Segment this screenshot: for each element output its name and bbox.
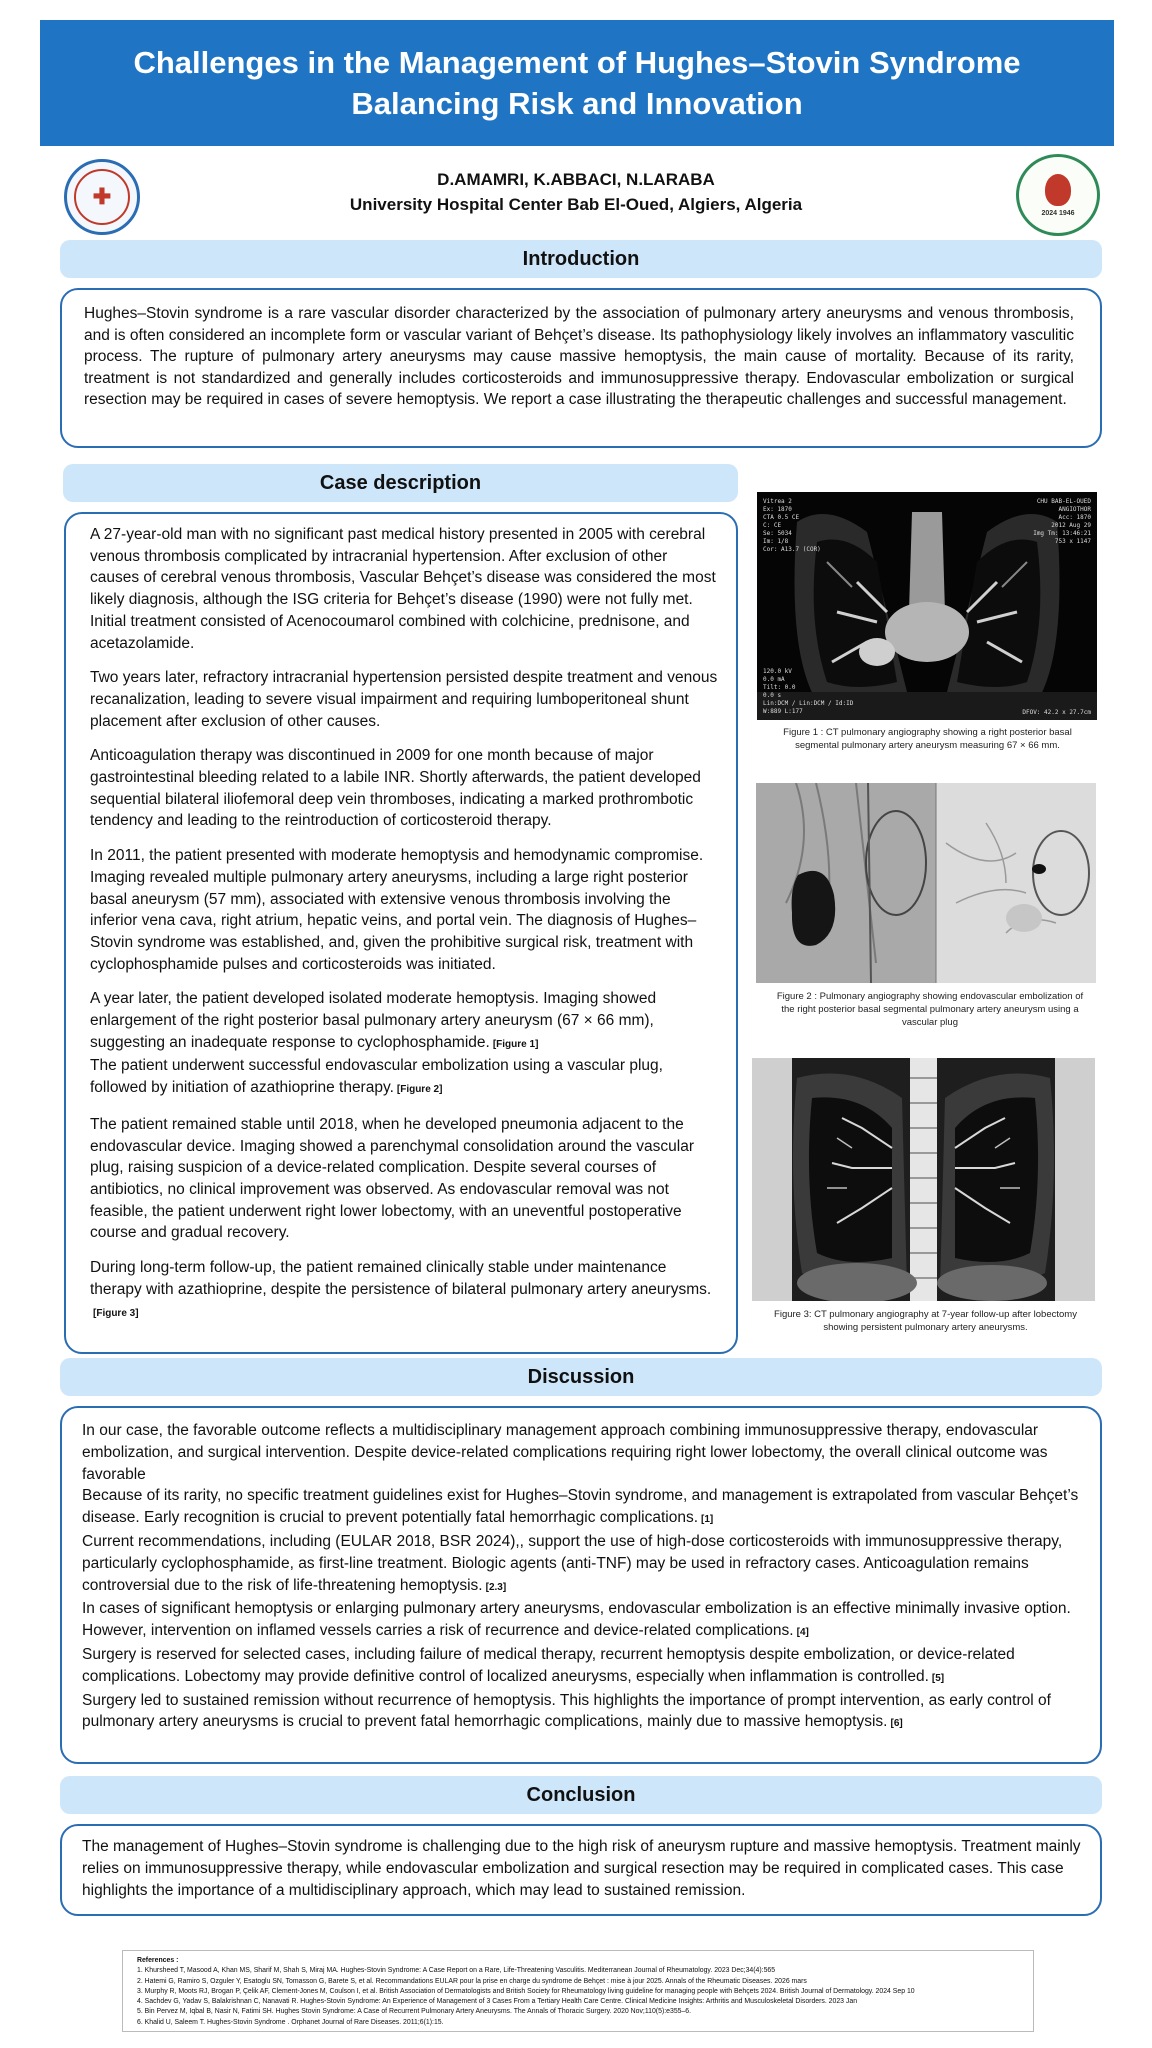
case-paragraph-6-text: The patient underwent successful endovascular embolization using a vascular plug, followed by initiation of azathioprine therapy. [90,1057,663,1097]
conclusion-text: The management of Hughes–Stovin syndrome is challenging due to the high risk of aneurysm rupture and massive hemoptysis. Treatment mainly relies on immunosuppressive therapy, while endovascular embolization and surgical resection may be required in complicated cases. This case highlights the importance of a multidisciplinary approach, which may lead to sustained remission. [82,1838,1081,1899]
figure-1-ct-image [757,492,1097,720]
discussion-heading: Discussion [60,1358,1102,1396]
figure-1-caption: Figure 1 : CT pulmonary angiography showing a right posterior basal segmental pulmonary artery aneurysm measuring 67 × 66 mm. [783,727,1072,751]
reference-item: 5. Bin Pervez M, Iqbal B, Nasir N, Fatimi SH. Hughes Stovin Syndrome: A Case of Recurrent Pulmonary Artery Aneurysms. The Annals of Thoracic Surgery. 2020 Nov;110(5):e355–6. [137,2008,692,2016]
discussion-ref-6: [6] [890,1718,903,1730]
reference-item: 3. Murphy R, Moots RJ, Brogan P, Çelik AF, Clement-Jones M, Coulson I, et al. British Association of Dermatologists and British Society for Rheumatology living guideline for managing people with Behçets 2024. British Journal of Dermatology. 2024 Sep 10 [137,1987,915,1995]
hospital-logo: ✚ [64,159,140,235]
case-paragraph-2: Two years later, refractory intracranial hypertension persisted despite treatment and venous recanalization, leading to severe visual impairment and requiring lumboperitoneal shunt placement after exclusion of other causes. [90,669,718,730]
case-paragraph-3: Anticoagulation therapy was discontinued in 2009 for one month because of major gastrointestinal bleeding related to a labile INR. Shortly afterwards, the patient developed sequential bilateral iliofemoral deep vein thromboses, indicating a marked prothrombotic tendency and leading to the reintroduction of corticosteroid therapy. [90,747,701,830]
discussion-line-2-text: Because of its rarity, no specific treatment guidelines exist for Hughes–Stovin syndrome, and management is extrapolated from vascular Behçet’s disease. Early recognition is crucial to prevent potentially fatal hemorrhagic complications. [82,1487,1079,1527]
case-paragraph-1: A 27-year-old man with no significant past medical history presented in 2005 with cerebral venous thrombosis complicated by intracranial hypertension. After exclusion of other causes of cerebral venous thrombosis, Vascular Behçet’s disease was considered the most likely diagnosis, although the ISG criteria for Behçet’s disease (1990) were not fully met. Initial treatment consisted of Acenocoumarol combined with colchicine, prednisone, and acetazolamide. [90,526,716,652]
discussion-ref-5: [5] [931,1672,945,1684]
poster-title-line2: Balancing Risk and Innovation [351,86,803,121]
references-title: References : [137,1957,179,1964]
case-description-text [90,524,720,1337]
discussion-line-6 [82,1690,1082,1736]
figure-2-caption: Figure 2 : Pulmonary angiography showing endovascular embolization of the right posterior basal segmental pulmonary artery aneurysm using a vascular plug [776,991,1084,1028]
discussion-line-4 [82,1598,1082,1644]
discussion-line-4-text: In cases of significant hemoptysis or enlarging pulmonary artery aneurysms, endovascular embolization is an effective minimally invasive option. However, intervention on inflamed vessels carries a risk of recurrence and device-related complications. [82,1600,1071,1640]
discussion-line-3 [82,1531,1082,1598]
reference-item: 2. Hatemi G, Ramiro S, Ozguler Y, Esatoglu SN, Tomasson G, Barete S, et al. Recommandations EULAR pour la prise en charge du syndrome de Behçet : mise à jour 2025. Annals of the Rheumatic Diseases. 2026 mars [137,1977,807,1985]
case-paragraph-8 [90,1257,720,1324]
figure-2-ref: [Figure 2] [396,1084,443,1096]
case-paragraph-7: The patient remained stable until 2018, when he developed pneumonia adjacent to the endovascular device. Imaging showed a parenchymal consolidation around the vascular plug, raising suspicion of a device-related complication. Despite several courses of antibiotics, no clinical improvement was observed. As endovascular removal was not feasible, the patient underwent right lower lobectomy, with an uneventful postoperative course and gradual recovery. [90,1115,695,1242]
ct-overlay-bottom-right: DFOV: 42.2 x 27.7cm [1022,709,1091,716]
figure-2-angiography-image [756,783,1096,983]
case-description-heading: Case description [63,464,738,502]
ct-followup-coronal-graphic [752,1058,1095,1301]
ct-overlay-top-right: CHU BAB-EL-OUED ANGIOTHOR Acc: 1870 2012 Aug 29 Img Tm: 13:46:21 753 x 1147 [1033,498,1091,545]
case-paragraph-8-text: During long-term follow-up, the patient remained clinically stable under maintenance therapy with azathioprine, despite the persistence of bilateral pulmonary artery aneurysms. [90,1259,712,1298]
case-paragraph-6 [90,1055,720,1100]
figure-1-ref: [Figure 1] [492,1038,539,1050]
conclusion-heading: Conclusion [60,1776,1102,1814]
emblem-years: 2024 1946 [1041,209,1075,217]
authors: D.AMAMRI, K.ABBACI, N.LARABA [437,170,715,189]
discussion-ref-2-3: [2.3] [485,1581,507,1593]
angiography-panels-graphic [756,783,1096,983]
university-emblem-logo [1016,154,1100,236]
case-paragraph-5 [90,988,720,1055]
discussion-ref-4: [4] [796,1627,809,1639]
figure-3-ct-image [752,1058,1095,1301]
poster-title-line1: Challenges in the Management of Hughes–Stovin Syndrome [133,45,1021,80]
case-paragraph-5-text: A year later, the patient developed isolated moderate hemoptysis. Imaging showed enlargement of the right posterior basal pulmonary artery aneurysm (67 × 66 mm), suggesting an inadequate response to cyclophosphamide. [90,990,657,1051]
ct-overlay-top-left: Vitrea 2 Ex: 1870 CTA 0.5 CE C: CE Se: 5034 Im: 1/8 Cor: A13.7 (COR) [763,498,821,553]
discussion-line-1: In our case, the favorable outcome reflects a multidisciplinary management approach combining immunosuppressive therapy, endovascular embolization, and surgical intervention. Despite device-related complications requiring right lower lobectomy, the overall clinical outcome was favorable [82,1422,1048,1483]
case-paragraph-4: In 2011, the patient presented with moderate hemoptysis and hemodynamic compromise. Imaging revealed multiple pulmonary artery aneurysms, including a large right posterior basal aneurysm (57 mm), associated with extensive venous thrombosis involving the inferior vena cava, right atrium, hepatic veins, and portal vein. The diagnosis of Hughes–Stovin syndrome was established, and, given the prohibitive surgical risk, treatment with cyclophosphamide pulses and corticosteroids was initiated. [90,847,704,973]
figure-3-ref: [Figure 3] [93,1307,139,1319]
discussion-line-5 [82,1644,1082,1690]
reference-item: 6. Khalid U, Saleem T. Hughes-Stovin Syndrome . Orphanet Journal of Rare Diseases. 2011;6(1):15. [137,2018,444,2026]
introduction-heading: Introduction [60,240,1102,278]
discussion-line-6-text: Surgery led to sustained remission without recurrence of hemoptysis. This highlights the importance of prompt intervention, as early control of pulmonary artery aneurysms is crucial to prevent fatal hemorrhagic complications, mainly due to massive hemoptysis. [82,1691,1051,1731]
title-banner [40,20,1114,146]
discussion-ref-1: [1] [701,1514,714,1526]
reference-item: 1. Khursheed T, Masood A, Khan MS, Sharif M, Shah S, Miraj MA. Hughes-Stovin Syndrome: A Case Report on a Rare, Life-Threatening Vasculitis. Mediterranean Journal of Rheumatology. 2023 Dec;34(4):565 [137,1967,776,1975]
discussion-line-3-text: Current recommendations, including (EULAR 2018, BSR 2024),, support the use of high-dose corticosteroids with immunosuppressive therapy, particularly cyclophosphamide, as first-line treatment. Biologic agents (anti-TNF) may be used in refractory cases. Anticoagulation remains controversial due to the risk of life-threatening hemoptysis. [82,1532,1063,1594]
ct-overlay-bottom-left: 120.0 kV 0.0 mA Tilt: 0.0 0.0 s Lin:DCM / Lin:DCM / Id:ID W:889 L:177 [763,668,854,715]
figure-3-caption: Figure 3: CT pulmonary angiography at 7-year follow-up after lobectomy showing persistent pulmonary artery aneurysms. [774,1309,1077,1333]
discussion-line-5-text: Surgery is reserved for selected cases, including failure of medical therapy, recurrent hemoptysis despite embolization, or device-related complications. Lobectomy may provide definitive control of localized aneurysms, especially when inflammation is controlled. [82,1645,1015,1685]
discussion-line-2 [82,1485,1082,1531]
author-block [200,167,952,217]
discussion-text [82,1420,1082,1735]
reference-item: 4. Sachdev G, Yadav S, Balakrishnan C, Nanavati R. Hughes-Stovin Syndrome: An Experience of Management of 3 Cases From a Tertiary Health Care Centre. Clinical Medicine Insights: Arthritis and Musculoskeletal Disorders. 2023 Jan [137,1998,858,2006]
references-box [122,1950,1034,2032]
affiliation: University Hospital Center Bab El-Oued, Algiers, Algeria [349,195,803,214]
introduction-text: Hughes–Stovin syndrome is a rare vascular disorder characterized by the association of pulmonary artery aneurysms and venous thrombosis, and is often considered an incomplete form or vascular variant of Behçet’s disease. Its pathophysiology likely involves an inflammatory vasculitic process. The rupture of pulmonary artery aneurysms may cause massive hemoptysis, the main cause of mortality. Because of its rarity, treatment is not standardized and generally includes corticosteroids and immunosuppressive therapy. Endovascular embolization or surgical resection may be required in cases of severe hemoptysis. We report a case illustrating the therapeutic challenges and successful management. [84,305,1074,409]
